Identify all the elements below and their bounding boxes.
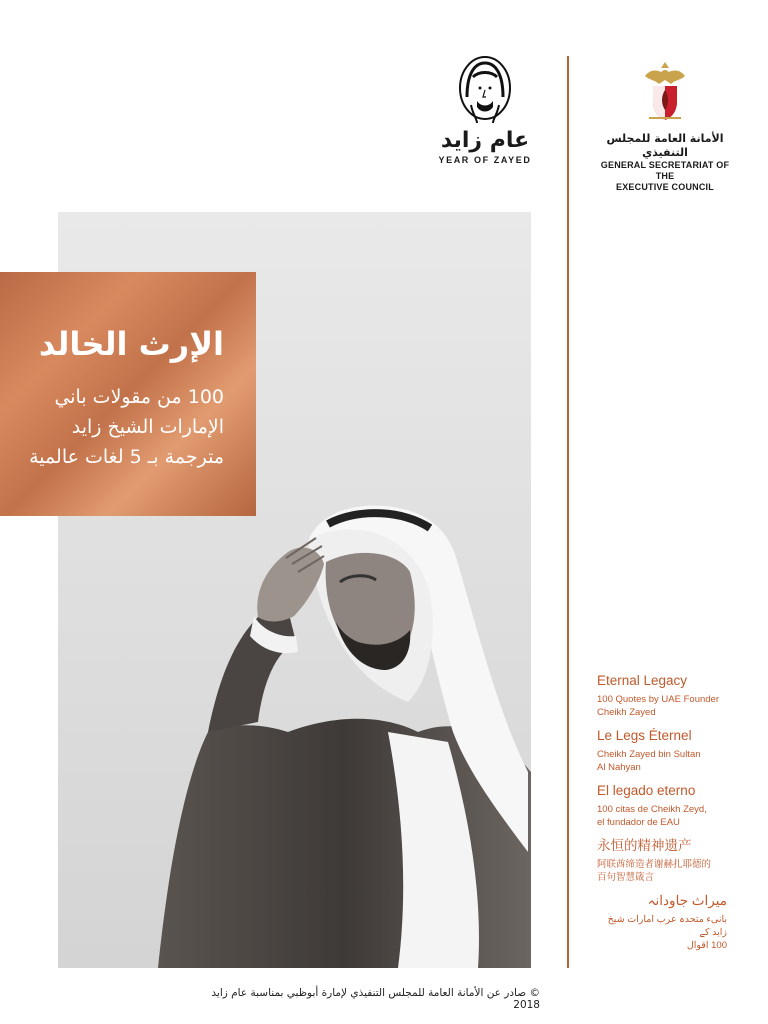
language-titles-list: [597, 672, 747, 952]
language-subtitle-line: 百句智慧箴言: [597, 872, 655, 883]
secretariat-english-line2: EXECUTIVE COUNCIL: [616, 182, 714, 192]
language-title: Eternal Legacy: [597, 673, 688, 688]
language-title: Le Legs Éternel: [597, 728, 692, 743]
year-of-zayed-arabic: عام زايد: [440, 128, 530, 153]
language-subtitle: [597, 803, 747, 829]
language-subtitle-line: 100 اقوال: [686, 940, 727, 951]
secretariat-arabic-name: الأمانة العامة للمجلس التنفيذي: [606, 132, 724, 159]
copyright-footer: © صادر عن الأمانة العامة للمجلس التنفيذي لإمارة أبوظبي بمناسبة عام زايد 2018: [211, 987, 540, 1011]
language-subtitle: [597, 693, 747, 719]
language-entry-urdu: [597, 892, 727, 952]
language-entry-french: [597, 727, 747, 774]
language-subtitle-line: Cheikh Zayed bin Sultan: [597, 749, 701, 760]
language-subtitle-line: 阿联酋缔造者谢赫扎耶德的: [597, 859, 712, 870]
title-panel: [0, 272, 256, 516]
language-subtitle: [597, 858, 747, 884]
language-subtitle-line: el fundador de EAU: [597, 817, 680, 828]
cover-subtitle-line: الإمارات الشيخ زايد: [71, 416, 224, 438]
language-entry-spanish: [597, 782, 747, 829]
language-entry-english: [597, 672, 747, 719]
cover-subtitle-line: مترجمة بـ 5 لغات عالمية: [29, 446, 224, 468]
cover-title-arabic: الإرث الخالد: [38, 325, 224, 363]
language-subtitle-line: 100 citas de Cheikh Zeyd,: [597, 804, 707, 815]
language-title: 永恒的精神遗产: [597, 838, 692, 853]
secretariat-english-line1: GENERAL SECRETARIAT OF THE: [600, 160, 730, 181]
language-subtitle: [597, 748, 747, 774]
year-of-zayed-logo: [435, 55, 535, 175]
language-subtitle-line: بانیء متحدہ عرب امارات شیخ زاید کے: [607, 914, 727, 938]
language-entry-chinese: [597, 837, 747, 884]
language-subtitle-line: Al Nahyan: [597, 762, 641, 773]
falcon-emblem-icon: [639, 58, 691, 124]
language-subtitle-line: Cheikh Zayed: [597, 707, 656, 718]
language-subtitle: [597, 913, 727, 952]
cover-subtitle-line: 100 من مقولات باني: [54, 386, 224, 408]
vertical-divider: [567, 56, 569, 968]
zayed-portrait-icon: [455, 55, 515, 125]
language-title: میراث جاودانہ: [647, 893, 727, 908]
language-subtitle-line: 100 Quotes by UAE Founder: [597, 694, 719, 705]
general-secretariat-logo: [595, 58, 735, 193]
language-title: El legado eterno: [597, 783, 696, 798]
year-of-zayed-english: YEAR OF ZAYED: [438, 155, 532, 165]
